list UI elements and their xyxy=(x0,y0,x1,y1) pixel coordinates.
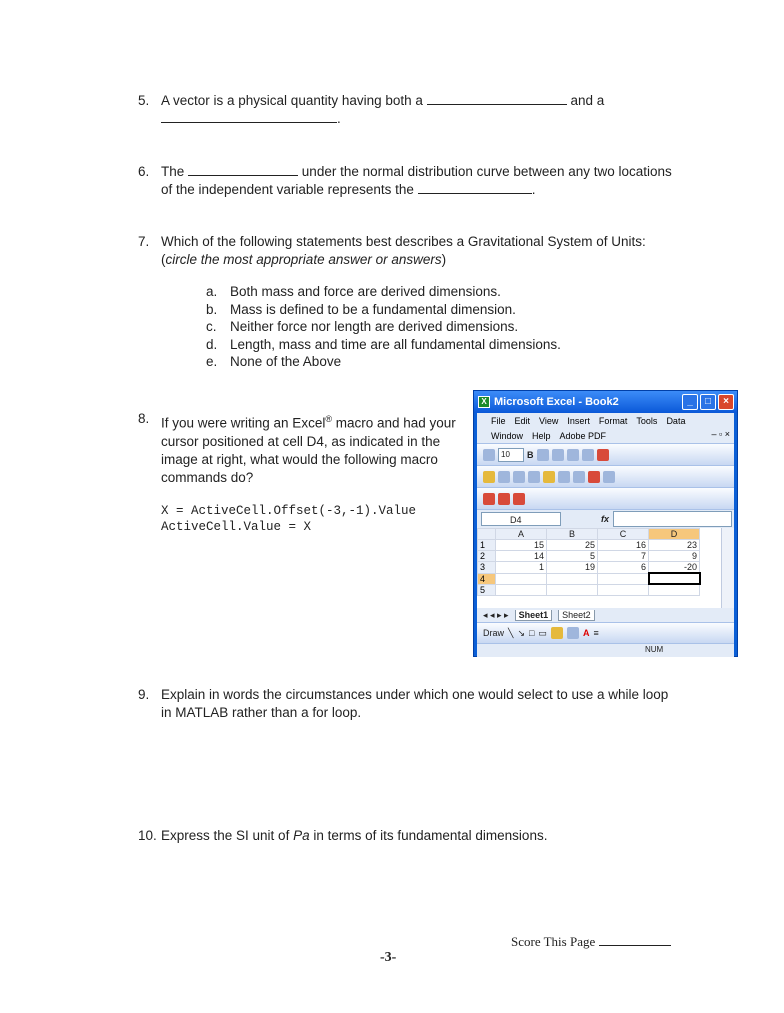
question-text: The xyxy=(161,164,185,179)
menu-adobe-pdf[interactable]: Adobe PDF xyxy=(559,430,607,441)
font-color-icon[interactable]: A xyxy=(582,628,590,638)
question-text: ) xyxy=(441,252,447,267)
line-style-icon[interactable]: ≡ xyxy=(593,628,599,638)
row-header[interactable]: 3 xyxy=(478,562,496,574)
question-number: 6. xyxy=(138,164,150,179)
tab-nav-icon[interactable]: ◂ ◂ ▸ ▸ xyxy=(483,609,509,620)
formula-bar xyxy=(477,509,734,528)
row-header[interactable]: 2 xyxy=(478,551,496,562)
excel-menu-bar xyxy=(477,413,734,443)
options-list xyxy=(206,283,678,371)
menu-data[interactable]: Data xyxy=(666,415,686,426)
row-header[interactable]: 5 xyxy=(478,584,496,595)
fill-color-icon[interactable] xyxy=(551,627,563,639)
tab-sheet2[interactable]: Sheet2 xyxy=(558,610,595,621)
question-text: Express the SI unit of xyxy=(161,828,294,843)
answer-blank[interactable] xyxy=(188,163,298,176)
score-text: Score This Page xyxy=(511,934,596,949)
option-letter: c. xyxy=(206,319,217,334)
align-center-icon[interactable] xyxy=(552,449,564,461)
question-text: macro and had your cursor positioned at cell D4, as indicated in the image at right, what would the following macro commands do? xyxy=(161,415,456,485)
draw-menu[interactable]: Draw xyxy=(483,628,505,638)
score-label xyxy=(511,934,671,950)
formula-input[interactable] xyxy=(613,511,732,527)
pdf-convert-icon[interactable] xyxy=(483,493,495,505)
question-text: If you were writing an Excel xyxy=(161,415,326,431)
unit-symbol: Pa xyxy=(293,828,310,843)
menu-view[interactable]: View xyxy=(539,415,559,426)
row-header[interactable]: 1 xyxy=(478,540,496,551)
arrow-icon[interactable]: ↘ xyxy=(517,627,525,638)
cell[interactable]: 16 xyxy=(598,540,649,551)
question-5 xyxy=(138,92,678,128)
page-number: -3- xyxy=(380,950,397,965)
question-9 xyxy=(138,686,678,722)
vertical-scrollbar[interactable] xyxy=(721,528,734,608)
column-header[interactable]: A xyxy=(496,529,547,540)
menu-edit[interactable]: Edit xyxy=(514,415,531,426)
code-line: ActiveCell.Value = X xyxy=(161,519,312,534)
maximize-icon[interactable]: □ xyxy=(700,394,716,410)
fx-icon[interactable]: fx xyxy=(601,514,610,524)
option-b[interactable] xyxy=(206,301,678,319)
cell[interactable]: 25 xyxy=(547,540,598,551)
save-icon[interactable] xyxy=(498,471,510,483)
row-header[interactable]: 4 xyxy=(478,573,496,584)
cell[interactable]: 14 xyxy=(496,551,547,562)
undo-icon[interactable] xyxy=(483,449,495,461)
question-text: . xyxy=(337,111,341,126)
answer-blank[interactable] xyxy=(427,92,567,105)
line-icon[interactable]: ╲ xyxy=(508,627,514,638)
menu-insert[interactable]: Insert xyxy=(567,415,590,426)
option-a[interactable] xyxy=(206,283,678,301)
table-row xyxy=(478,551,700,562)
cell[interactable]: 6 xyxy=(598,562,649,574)
option-c[interactable] xyxy=(206,318,678,336)
question-number: 5. xyxy=(138,93,150,108)
font-size-box[interactable]: 10 xyxy=(498,448,524,462)
menu-file[interactable]: File xyxy=(491,415,506,426)
option-letter: d. xyxy=(206,336,218,352)
question-8 xyxy=(138,410,468,535)
print-icon[interactable] xyxy=(513,471,525,483)
tab-sheet1[interactable]: Sheet1 xyxy=(515,610,553,621)
sheet-tabs xyxy=(477,608,734,622)
question-hint: circle the most appropriate answer or answers xyxy=(165,252,442,267)
research-icon[interactable] xyxy=(558,471,570,483)
table-row xyxy=(478,562,700,574)
cell[interactable]: 15 xyxy=(496,540,547,551)
question-number: 7. xyxy=(138,234,150,249)
cell[interactable] xyxy=(496,573,547,584)
line-color-icon[interactable] xyxy=(567,627,579,639)
menu-help[interactable]: Help xyxy=(532,430,551,441)
cell[interactable]: -20 xyxy=(649,562,700,574)
option-d[interactable] xyxy=(206,336,678,354)
table-row xyxy=(478,584,700,595)
minimize-icon[interactable]: _ xyxy=(682,394,698,410)
excel-title: Microsoft Excel - Book2 xyxy=(494,396,619,408)
merge-icon[interactable] xyxy=(567,449,579,461)
align-left-icon[interactable] xyxy=(537,449,549,461)
question-number: 8. xyxy=(138,411,150,426)
preview-icon[interactable] xyxy=(528,471,540,483)
textbox-icon[interactable]: ▭ xyxy=(538,627,547,638)
excel-logo-icon: X xyxy=(478,396,490,408)
spelling-icon[interactable] xyxy=(543,471,555,483)
menu-format[interactable]: Format xyxy=(598,415,628,426)
spreadsheet-grid xyxy=(477,528,734,608)
cell[interactable] xyxy=(598,573,649,584)
question-text: under the normal distribution curve between any two locations of the independent variable represents the xyxy=(161,164,672,197)
column-header[interactable]: C xyxy=(598,529,649,540)
question-number: 10. xyxy=(138,828,157,843)
registered-mark: ® xyxy=(325,414,332,424)
score-blank[interactable] xyxy=(599,935,671,946)
bold-icon[interactable]: B xyxy=(527,449,534,460)
option-text: Neither force nor length are derived dimensions. xyxy=(230,319,519,334)
option-text: Both mass and force are derived dimensions. xyxy=(230,284,501,299)
cell[interactable]: 23 xyxy=(649,540,700,551)
menu-tools[interactable]: Tools xyxy=(636,415,658,426)
excel-window xyxy=(473,390,738,657)
question-6 xyxy=(138,163,678,199)
cell[interactable] xyxy=(598,584,649,595)
open-icon[interactable] xyxy=(483,471,495,483)
menu-window[interactable]: Window xyxy=(491,430,524,441)
answer-blank[interactable] xyxy=(418,181,532,194)
option-text: Length, mass and time are all fundamental dimensions. xyxy=(230,336,561,352)
status-bar xyxy=(477,643,734,657)
option-text: Mass is defined to be a fundamental dimension. xyxy=(230,301,516,317)
question-text: Which of the following statements best describes a Gravitational System of Units: ( xyxy=(161,234,646,267)
question-text: in terms of its fundamental dimensions. xyxy=(309,828,548,843)
code-line: X = ActiveCell.Offset(-3,-1).Value xyxy=(161,503,417,518)
num-lock-indicator: NUM xyxy=(645,645,664,654)
cell[interactable]: 7 xyxy=(598,551,649,562)
corner-cell[interactable] xyxy=(478,529,496,540)
cell[interactable]: 5 xyxy=(547,551,598,562)
name-box[interactable]: D4 xyxy=(481,512,561,526)
cell[interactable] xyxy=(547,584,598,595)
rectangle-icon[interactable]: □ xyxy=(528,628,535,638)
formatting-toolbar xyxy=(477,443,734,465)
pdf-review-icon[interactable] xyxy=(513,493,525,505)
option-letter: b. xyxy=(206,301,218,317)
cell[interactable]: 19 xyxy=(547,562,598,574)
column-header[interactable]: B xyxy=(547,529,598,540)
code-block xyxy=(161,503,468,535)
excel-title-bar xyxy=(474,391,737,413)
cell[interactable]: 1 xyxy=(496,562,547,574)
font-color-icon[interactable] xyxy=(597,449,609,461)
copy-icon[interactable] xyxy=(588,471,600,483)
standard-toolbar xyxy=(477,465,734,487)
close-icon[interactable]: × xyxy=(718,394,734,410)
option-e[interactable] xyxy=(206,353,678,371)
pdf-toolbar xyxy=(477,487,734,509)
cell[interactable] xyxy=(496,584,547,595)
option-letter: e. xyxy=(206,354,218,369)
question-7 xyxy=(138,233,678,371)
question-text: Explain in words the circumstances under which one would select to use a while loop in MATLAB rather than a for loop. xyxy=(161,687,669,720)
window-controls-icon[interactable]: – ▫ × xyxy=(711,429,730,439)
cut-icon[interactable] xyxy=(573,471,585,483)
cell[interactable] xyxy=(649,584,700,595)
table-row xyxy=(478,540,700,551)
question-text: . xyxy=(531,182,536,197)
cell[interactable]: 9 xyxy=(649,551,700,562)
table-row xyxy=(478,573,700,584)
option-letter: a. xyxy=(206,284,218,299)
borders-icon[interactable] xyxy=(582,449,594,461)
active-cell[interactable] xyxy=(649,573,700,584)
question-number: 9. xyxy=(138,687,150,702)
column-header[interactable]: D xyxy=(649,529,700,540)
question-text: and a xyxy=(570,93,605,108)
cell[interactable] xyxy=(547,573,598,584)
question-10 xyxy=(138,827,678,845)
question-text: A vector is a physical quantity having both a xyxy=(161,93,423,108)
paste-icon[interactable] xyxy=(603,471,615,483)
answer-blank[interactable] xyxy=(161,110,337,123)
drawing-toolbar xyxy=(477,622,734,643)
pdf-email-icon[interactable] xyxy=(498,493,510,505)
option-text: None of the Above xyxy=(230,354,342,369)
